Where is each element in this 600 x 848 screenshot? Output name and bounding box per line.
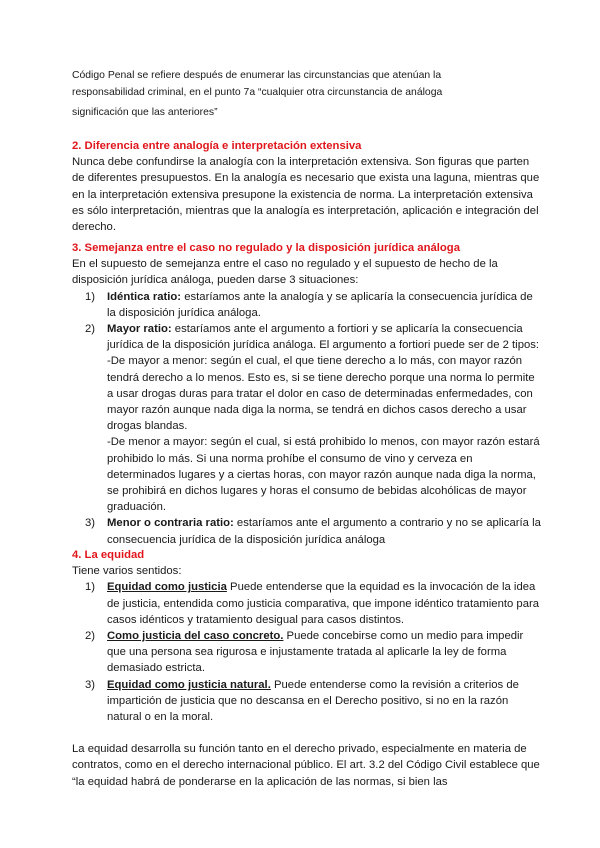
section-4 [72,547,542,790]
list-item [72,289,542,321]
section-2 [72,138,542,235]
list-item-number: 1) [85,290,96,303]
sub-paragraph: -De menor a mayor: según el cual, si está prohibido lo menos, con mayor razón estará prohibido lo más. Si una norma prohíbe el consumo de vino y cerveza en determinados lugares y a ciertas horas, con mayor razón aunque nada diga la norma, se prohibirá en dichos lugares y horas el consumo de bebidas alcohólicas de mayor graduación. [107,436,540,514]
list-item-term: Equidad como justicia [107,581,227,594]
list-item-number: 3) [85,517,96,530]
section-3-heading: 3. Semejanza entre el caso no regulado y la disposición jurídica análoga [72,242,460,254]
list-item-text: estaríamos ante la analogía y se aplicaría la consecuencia jurídica de la disposición jurídica análoga. [107,290,533,319]
list-item-number: 2) [85,630,96,643]
list-item-term: Mayor ratio: [107,323,172,336]
list-item-number: 2) [85,323,96,336]
list-item [72,321,542,515]
list-item-text: Puede entenderse que la equidad es la invocación de la idea de justicia, entendida como justicia comparativa, que impone idéntico tratamiento para casos idénticos y tratamiento desigual para casos distintos. [107,581,540,626]
list-item [72,579,542,628]
list-item [72,628,542,677]
intro-line: responsabilidad criminal, en el punto 7a “cualquier otra circunstancia de análoga [72,87,443,98]
list-item-number: 1) [85,581,96,594]
list-item-text: Puede entenderse como la revisión a criterios de impartición de justicia que no descansa en el Derecho positivo, si no en la razón natural o en la moral. [107,678,519,724]
section-4-heading: 4. La equidad [72,549,145,561]
section-3-intro: En el supuesto de semejanza entre el caso no regulado y el supuesto de hecho de la disposición jurídica análoga, pueden darse 3 situaciones: [72,258,498,287]
list-item-text: Puede concebirse como un medio para impedir que una persona sea rigurosa e injustamente tratada al aplicarle la ley de forma demasiado estricta. [107,630,524,675]
list-item-term: Menor o contraria ratio: [107,517,234,530]
equity-list [72,579,542,725]
intro-line: significación que las anteriores” [72,107,218,118]
list-item-term: Idéntica ratio: [107,290,182,303]
list-item-term: Equidad como justicia natural. [107,678,271,691]
sub-paragraph: -De mayor a menor: según el cual, el que tiene derecho a lo más, con mayor razón tendrá derecho a lo menos. Esto es, si se tiene derecho porque una norma lo permite a usar drogas duras para tratar el dolor en caso de determinadas enfermedades, con mayor razón aunque nada diga la norma, se tendrá en dichos casos derecho a usar drogas blandas. [107,355,535,433]
intro-paragraph [72,68,542,121]
closing-paragraph: La equidad desarrolla su función tanto en el derecho privado, especialmente en materia de contratos, como en el derecho internacional público. El art. 3.2 del Código Civil establece que “la equidad habrá de ponderarse en la aplicación de las normas, si bien las [72,743,540,788]
section-2-body: Nunca debe confundirse la analogía con la interpretación extensiva. Son figuras que parten de diferentes presupuestos. En la analogía es necesario que exista una laguna, mientras que en la interpretación extensiva presupone la existencia de norma. La interpretación extensiva es sólo interpretación, mientras que la analogía es interpretación, aplicación e integración del derecho. [72,156,540,234]
list-item [72,515,542,547]
intro-line: Código Penal se refiere después de enumerar las circunstancias que atenúan la [72,70,442,81]
list-item-term: Como justicia del caso concreto. [107,630,284,643]
list-item [72,677,542,726]
section-4-intro: Tiene varios sentidos: [72,565,182,578]
list-item-text: estaríamos ante el argumento a fortiori y se aplicaría la consecuencia jurídica de la disposición jurídica análoga. El argumento a fortiori puede ser de 2 tipos: [107,323,540,352]
section-3 [72,240,542,548]
list-item-text: estaríamos ante el argumento a contrario y no se aplicaría la consecuencia jurídica de la disposición jurídica análoga [107,517,541,546]
list-item-number: 3) [85,678,96,691]
section-2-heading: 2. Diferencia entre analogía e interpretación extensiva [72,140,362,152]
ratio-list [72,289,542,548]
